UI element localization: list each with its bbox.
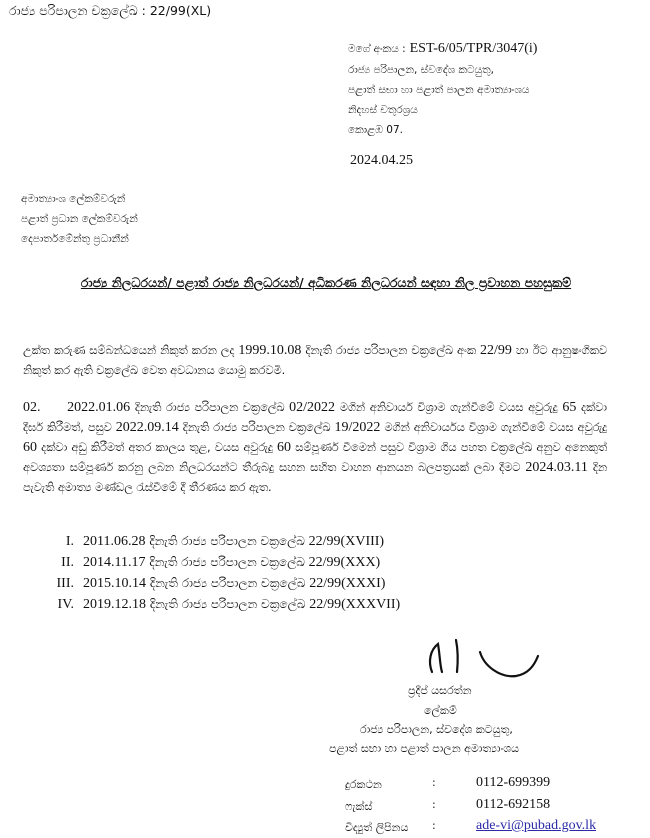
- para2-value: 2024.03.11: [525, 460, 588, 475]
- reference-item: [38, 555, 380, 571]
- para2-text: දින පැවැති අමාත්‍ය මණ්ඩල රැස්වීමේ දී තීරණය කර ඇත.: [23, 461, 608, 494]
- reference-circular: 22/99(XXXVII): [309, 597, 401, 612]
- para1-text: දිනැති රාජ්‍ය පරිපාලන චක්‍රලේඛ අංක: [305, 344, 476, 357]
- contact-separator: :: [432, 776, 436, 789]
- phone-value: 0112-699399: [476, 775, 551, 790]
- reference-date: 2014.11.17: [83, 555, 146, 570]
- subject-text: රාජ්‍ය නිලධරයන්/ පළාත් රාජ්‍ය නිලධරයන්/ අධිකරණ නිලධරයන් සඳහා නිල ප්‍රවාහන පහසුකම්: [80, 275, 572, 290]
- para1-text: හා ඊට ආනුෂංගිකව නිකුත් කර ඇති චක්‍රලේඛ වෙත අවධානය යොමු කරවමි.: [23, 344, 608, 377]
- reference-number: [348, 40, 537, 57]
- signatory-ministry: පළාත් සභා හා පළාත් පාලන අමාත්‍යාංශය: [329, 742, 520, 755]
- para2-value: 2022.09.14: [115, 420, 179, 435]
- para2-value: 60: [277, 440, 292, 455]
- reference-numeral: I.: [65, 534, 74, 549]
- recipient-line: අමාත්‍යාංශ ලේකම්වරුන්: [21, 193, 126, 205]
- circular-number: රාජ්‍ය පරිපාලන චක්‍රලේඛ : 22/99(XL): [9, 3, 212, 18]
- reference-item: [38, 597, 400, 613]
- reference-date: 2019.12.18: [83, 597, 146, 612]
- reference-text: දිනැති රාජ්‍ය පරිපාලන චක්‍රලේඛ: [149, 576, 306, 590]
- para2-value: 2022.01.06: [67, 400, 131, 415]
- reference-value: EST-6/05/TPR/3047(i): [409, 41, 538, 56]
- reference-date: 2011.06.28: [83, 534, 146, 549]
- para2-value: 02/2022: [289, 400, 336, 415]
- email-link[interactable]: ade-vi@pubad.gov.lk: [476, 818, 597, 833]
- reference-text: දිනැති රාජ්‍ය පරිපාලන චක්‍රලේඛ: [149, 555, 305, 569]
- reference-circular: 22/99(XXX): [308, 555, 381, 570]
- contact-label: ෆැක්ස්: [345, 800, 373, 813]
- signatory-title: ලේකම්: [424, 704, 457, 717]
- paragraph-2: [23, 398, 607, 498]
- reference-numeral: III.: [56, 576, 74, 591]
- para2-number: 02.: [23, 400, 41, 415]
- reference-date: 2015.10.14: [83, 576, 146, 591]
- fax-value: 0112-692158: [476, 797, 551, 812]
- recipient-line: දෙපාර්තමේන්තු ප්‍රධානීන්: [21, 233, 129, 245]
- paragraph-1: [23, 341, 607, 381]
- reference-item: [38, 534, 384, 550]
- contact-separator: :: [432, 819, 436, 832]
- para2-value: 60: [23, 440, 37, 455]
- para1-circular: 22/99: [480, 343, 512, 358]
- para2-text: දිනැති රාජ්‍ය පරිපාලන චක්‍රලේඛ: [182, 421, 331, 434]
- contact-label: දුරකථන: [345, 778, 382, 791]
- address-line: රාජ්‍ය පරිපාලන, ස්වදේශ කටයුතු,: [348, 64, 494, 76]
- address-line: පළාත් සභා හා පළාත් පාලන අමාත්‍යාංශය: [348, 84, 530, 96]
- para1-text: උක්ත කරුණ සම්බන්ධයෙන් නිකුත් කරන ලද: [23, 344, 235, 357]
- para2-text: දක්වා දීර්ඝ කිරීමත්, පසුව: [23, 401, 608, 434]
- reference-label: මගේ අංකය :: [348, 43, 406, 55]
- signatory-name: ප්‍රදීප් යසරත්න: [408, 684, 472, 697]
- reference-numeral: IV.: [57, 597, 74, 612]
- signature: [420, 628, 560, 686]
- signatory-ministry: රාජ්‍ය පරිපාලන, ස්වදේශ කටයුතු,: [360, 723, 513, 736]
- reference-item: [38, 576, 385, 592]
- letter-date: 2024.04.25: [350, 153, 413, 168]
- subject-heading: [25, 268, 627, 298]
- para1-date: 1999.10.08: [238, 343, 302, 358]
- reference-text: දිනැති රාජ්‍ය පරිපාලන චක්‍රලේඛ: [149, 534, 305, 548]
- reference-circular: 22/99(XVIII): [308, 534, 385, 549]
- para2-text: දිනැති රාජ්‍ය පරිපාලන චක්‍රලේඛ: [134, 401, 285, 414]
- contact-separator: :: [432, 798, 436, 811]
- reference-text: දිනැති රාජ්‍ය පරිපාලන චක්‍රලේඛ: [149, 597, 306, 611]
- para2-text: මගින් අනිවාර්යය විශ්‍රාම ගැන්වීමේ වයස අවුරුදු: [384, 421, 608, 434]
- para2-value: 19/2022: [334, 420, 381, 435]
- para2-value: 65: [562, 400, 577, 415]
- para2-text: සම්පූර්ණ වීමෙන් පසුව විශ්‍රාම ගිය පහත චක්‍රලේඛ අනුව අනෙකුත් අවශ්‍යතා සම්පූර්ණ කරනු ලබන නිලධරයන්ට තීරුබදු සහන සහිත වාහන ආනයන බලපත්‍රයක් ලබා දීමට: [23, 441, 608, 474]
- recipient-line: පළාත් ප්‍රධාන ලේකම්වරුන්: [21, 213, 138, 225]
- para2-text: දක්වා අඩු කිරීමත් අතර කාලය තුළ, වයස අවුරුදු: [41, 441, 273, 454]
- reference-circular: 22/99(XXXI): [309, 576, 386, 591]
- address-line: නිදහස් චතුරශ්‍රය: [348, 104, 418, 116]
- address-line: කොළඹ 07.: [348, 124, 403, 136]
- para2-text: මගින් අනිවාර්ය විශ්‍රාම ගැන්වීමේ වයස අවුරුදු: [339, 401, 558, 414]
- contact-label: විද්‍යුත් ලිපිනය: [345, 821, 409, 834]
- reference-numeral: II.: [61, 555, 74, 570]
